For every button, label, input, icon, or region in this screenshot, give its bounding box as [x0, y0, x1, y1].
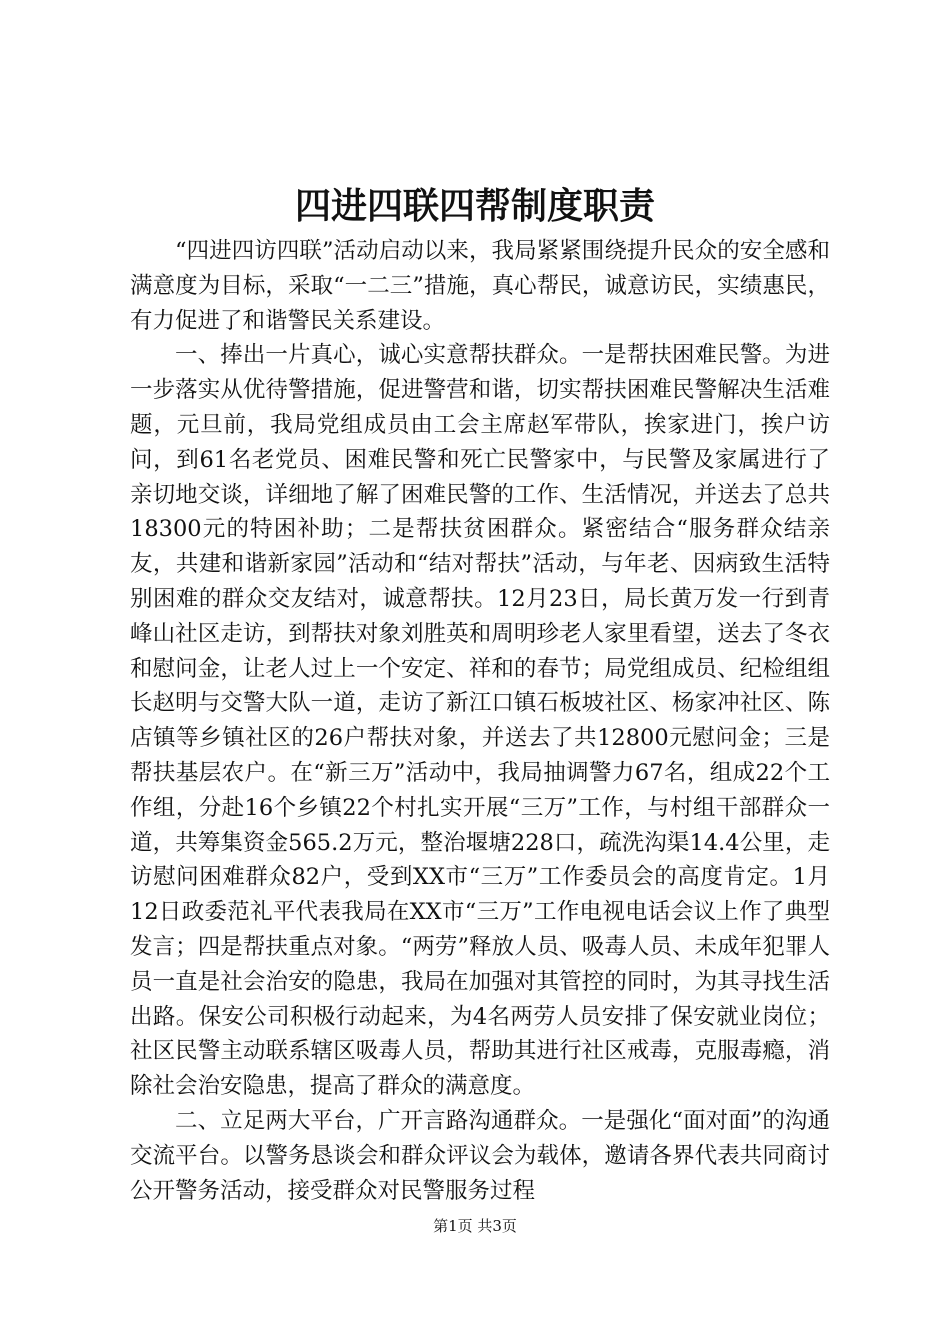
paragraph-section-two: 二、立足两大平台，广开言路沟通群众。一是强化“面对面”的沟通交流平台。以警务恳谈会和群众评议会为载体，邀请各界代表共同商讨公开警务活动，接受群众对民警服务过程 — [130, 1107, 830, 1204]
paragraph-section-one: 一、捧出一片真心，诚心实意帮扶群众。一是帮扶困难民警。为进一步落实从优待警措施，促进警营和谐，切实帮扶困难民警解决生活难题，元旦前，我局党组成员由工会主席赵军带队，挨家进门，挨户访问，到61名老党员、困难民警和死亡民警家中，与民警及家属进行了亲切地交谈，详细地了解了困难民警的工作、生活情况，并送去了总共18300元的特困补助；二是帮扶贫困群众。紧密结合“服务群众结亲友，共建和谐新家园”活动和“结对帮扶”活动，与年老、因病致生活特别困难的群众交友结对，诚意帮扶。12月23日，局长黄万发一行到青峰山社区走访，到帮扶对象刘胜英和周明珍老人家里看望，送去了冬衣和慰问金，让老人过上一个安定、祥和的春节；局党组成员、纪检组组长赵明与交警大队一道，走访了新江口镇石板坡社区、杨家冲社区、陈店镇等乡镇社区的26户帮扶对象，并送去了共12800元慰问金；三是帮扶基层农户。在“新三万”活动中，我局抽调警力67名，组成22个工作组，分赴16个乡镇22个村扎实开展“三万”工作，与村组干部群众一道，共筹集资金565.2万元，整治堰塘228口，疏洗沟渠14.4公里，走访慰问困难群众82户，受到XX市“三万”工作委员会的高度肯定。1月12日政委范礼平代表我局在XX市“三万”工作电视电话会议上作了典型发言；四是帮扶重点对象。“两劳”释放人员、吸毒人员、未成年犯罪人员一直是社会治安的隐患，我局在加强对其管控的同时，为其寻找生活出路。保安公司积极行动起来，为4名两劳人员安排了保安就业岗位；社区民警主动联系辖区吸毒人员，帮助其进行社区戒毒，克服毒瘾，消除社会治安隐患，提高了群众的满意度。 — [130, 342, 830, 1100]
page-footer: 第1页 共3页 — [433, 1217, 517, 1235]
document-title: 四进四联四帮制度职责 — [294, 185, 655, 227]
paragraph-intro: “四进四访四联”活动启动以来，我局紧紧围绕提升民众的安全感和满意度为目标，采取“一二三”措施，真心帮民，诚意访民，实绩惠民，有力促进了和谐警民关系建设。 — [130, 238, 830, 334]
document-body — [130, 234, 830, 1208]
